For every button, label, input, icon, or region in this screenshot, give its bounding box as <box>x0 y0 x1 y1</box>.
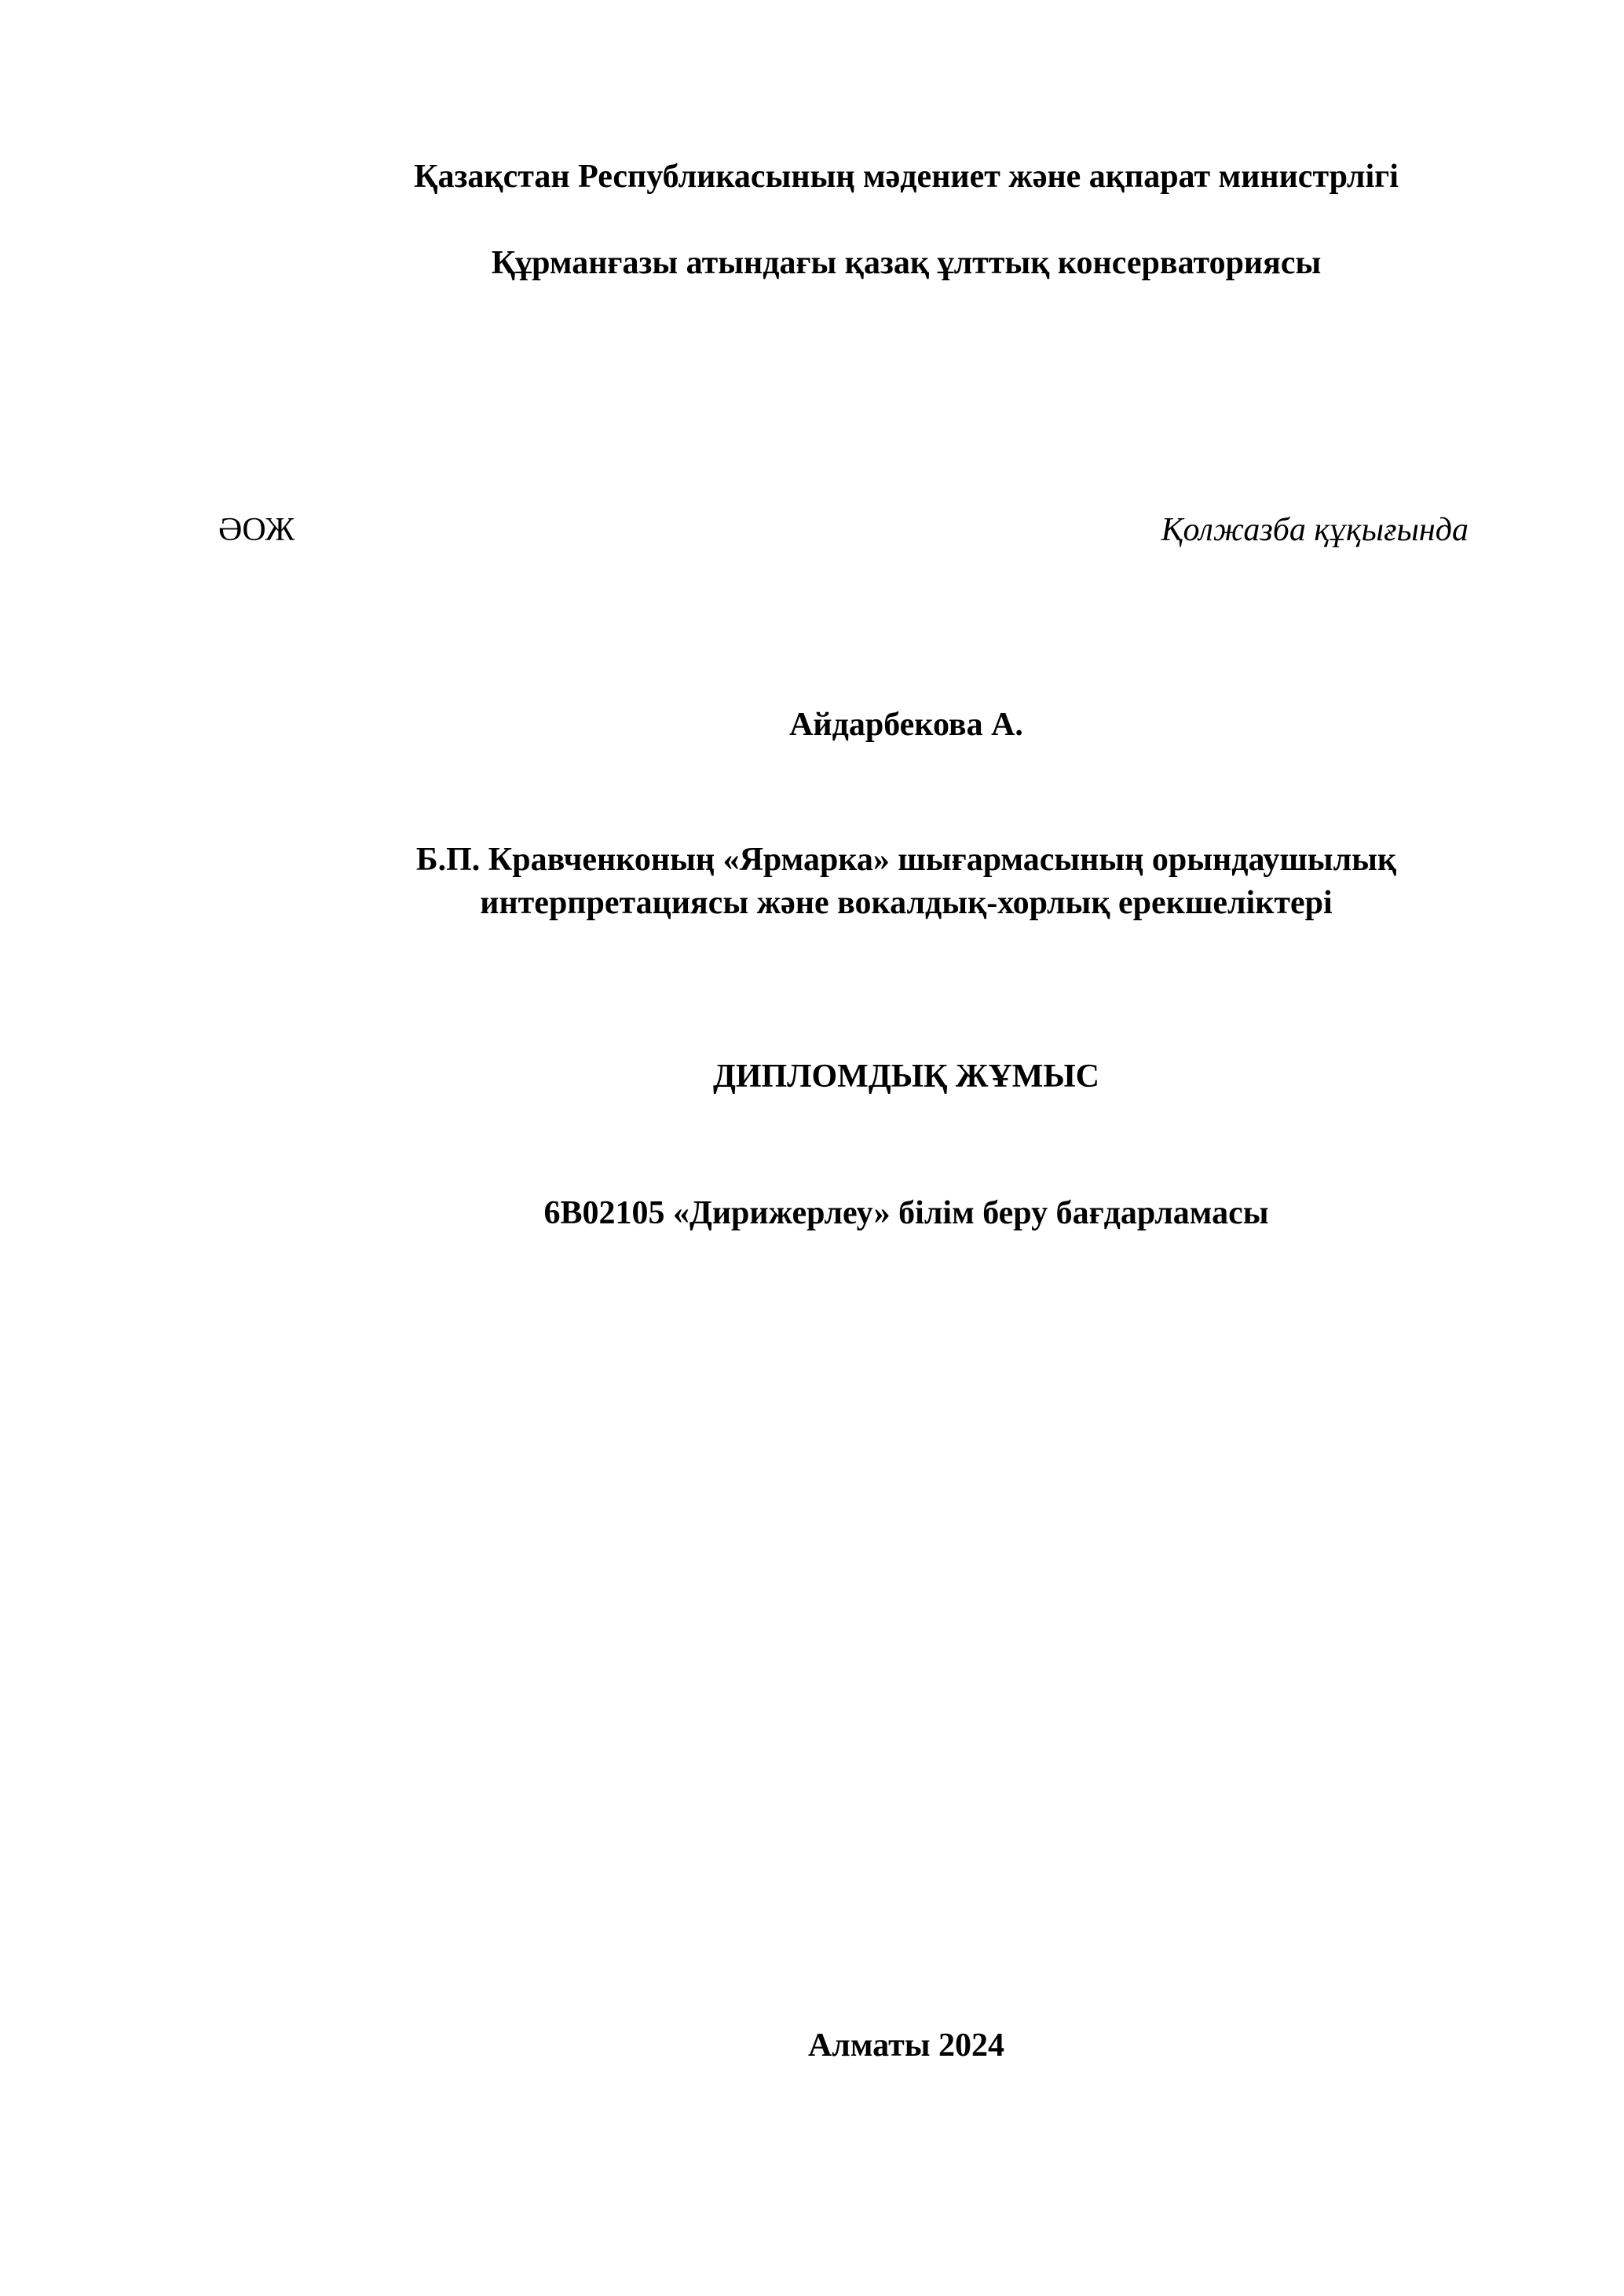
author-name: Айдарбекова А. <box>789 707 1023 743</box>
ministry-heading: Қазақстан Республикасының мәдениет және ақпарат министрлігі <box>414 159 1399 195</box>
work-type-heading: ДИПЛОМДЫҚ ЖҰМЫС <box>712 1058 1099 1095</box>
education-program: 6В02105 «Дирижерлеу» білім беру бағдарламасы <box>543 1195 1269 1231</box>
thesis-title-line-2: интерпретациясы және вокалдық-хорлық ерекшеліктері <box>480 885 1333 921</box>
city-year: Алматы 2024 <box>807 2027 1005 2064</box>
udc-label: ӘОЖ <box>218 512 295 548</box>
thesis-title-line-1: Б.П. Кравченконың «Ярмарка» шығармасының орындаушылық <box>415 842 1397 878</box>
conservatory-heading: Құрманғазы атындағы қазақ ұлттық консерваториясы <box>491 245 1322 281</box>
manuscript-rights-label: Қолжазба құқығында <box>1161 512 1469 548</box>
